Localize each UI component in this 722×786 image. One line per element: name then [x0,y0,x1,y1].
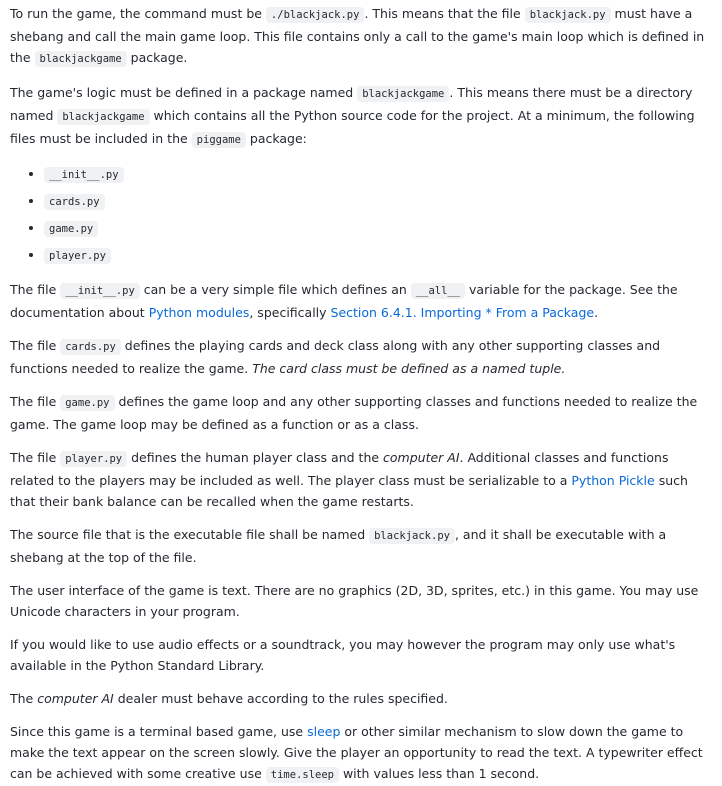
code-cards: cards.py [60,339,121,355]
code-blackjack: blackjack.py [369,528,455,544]
code-directory: blackjackgame [57,109,149,125]
paragraph-game: The file game.py defines the game loop and any other supporting classes and functions needed to realize the game. The game loop may be defined as a function or as a class. [10,394,698,432]
link-section-importing[interactable]: Section 6.4.1. Importing * From a Package [330,305,595,320]
emphasis-named-tuple: The card class must be defined as a named tuple. [252,361,566,376]
list-item: • __init__.py [44,163,708,186]
link-sleep[interactable]: sleep [307,724,341,739]
emphasis-computer-ai: computer AI [383,450,460,465]
code-init: __init__.py [60,283,140,299]
paragraph-dealer: The computer AI dealer must behave according to the rules specified. [10,691,448,706]
code-time-sleep: time.sleep [266,767,339,783]
paragraph-sleep: Since this game is a terminal based game, use sleep or other similar mechanism to slow down the game to make the text appear on the screen slowly. Give the player an opportunity to read the text. A typewriter effect can be achieved with some creative use time.sleep with values less than 1 second. [10,724,703,781]
paragraph-package: The game's logic must be defined in a package named blackjackgame . This means there must be a directory named blackjackgame which contains all the Python source code for the project. At a minimum, the following files must be included in the piggame package: [10,85,695,146]
paragraph-cards: The file cards.py defines the playing cards and deck class along with any other supporting classes and functions needed to realize the game. The card class must be defined as a named tuple. [10,338,661,376]
code-game: game.py [60,395,114,411]
code-package: blackjackgame [357,86,449,102]
paragraph-init: The file __init__.py can be a very simple file which defines an __all__ variable for the package. See the documentation about Python modules, specifically Section 6.4.1. Importing * From a Package. [10,282,678,320]
file-list [10,163,708,267]
list-item: • cards.py [44,190,708,213]
paragraph-run-command: To run the game, the command must be ./blackjack.py . This means that the file blackjack.py must have a shebang and call the main game loop. This file contains only a call to the game's main loop which is defined in the blackjackgame package. [10,6,705,65]
code-package: blackjackgame [35,51,127,67]
list-item: • player.py [44,244,708,267]
code-package-name: piggame [192,132,246,148]
emphasis-computer-ai: computer AI [37,691,114,706]
code-command: ./blackjack.py [266,7,365,23]
code-filename: blackjack.py [525,7,611,23]
paragraph-user-interface: The user interface of the game is text. There are no graphics (2D, 3D, sprites, etc.) in this game. You may use Unicode characters in your program. [10,583,699,619]
list-item: • game.py [44,217,708,240]
paragraph-player: The file player.py defines the human player class and the computer AI. Additional classes and functions related to the players may be included as well. The player class must be serializable to a Python Pickle such that their bank balance can be recalled when the game restarts. [10,450,688,509]
paragraph-source-file: The source file that is the executable file shall be named blackjack.py , and it shall be executable with a shebang at the top of the file. [10,527,667,565]
code-all: __all__ [411,283,465,299]
link-python-modules[interactable]: Python modules [148,305,250,320]
link-python-pickle[interactable]: Python Pickle [571,473,655,488]
code-player: player.py [60,451,127,467]
paragraph-audio: If you would like to use audio effects or a soundtrack, you may however the program may only use what's available in the Python Standard Library. [10,637,676,673]
